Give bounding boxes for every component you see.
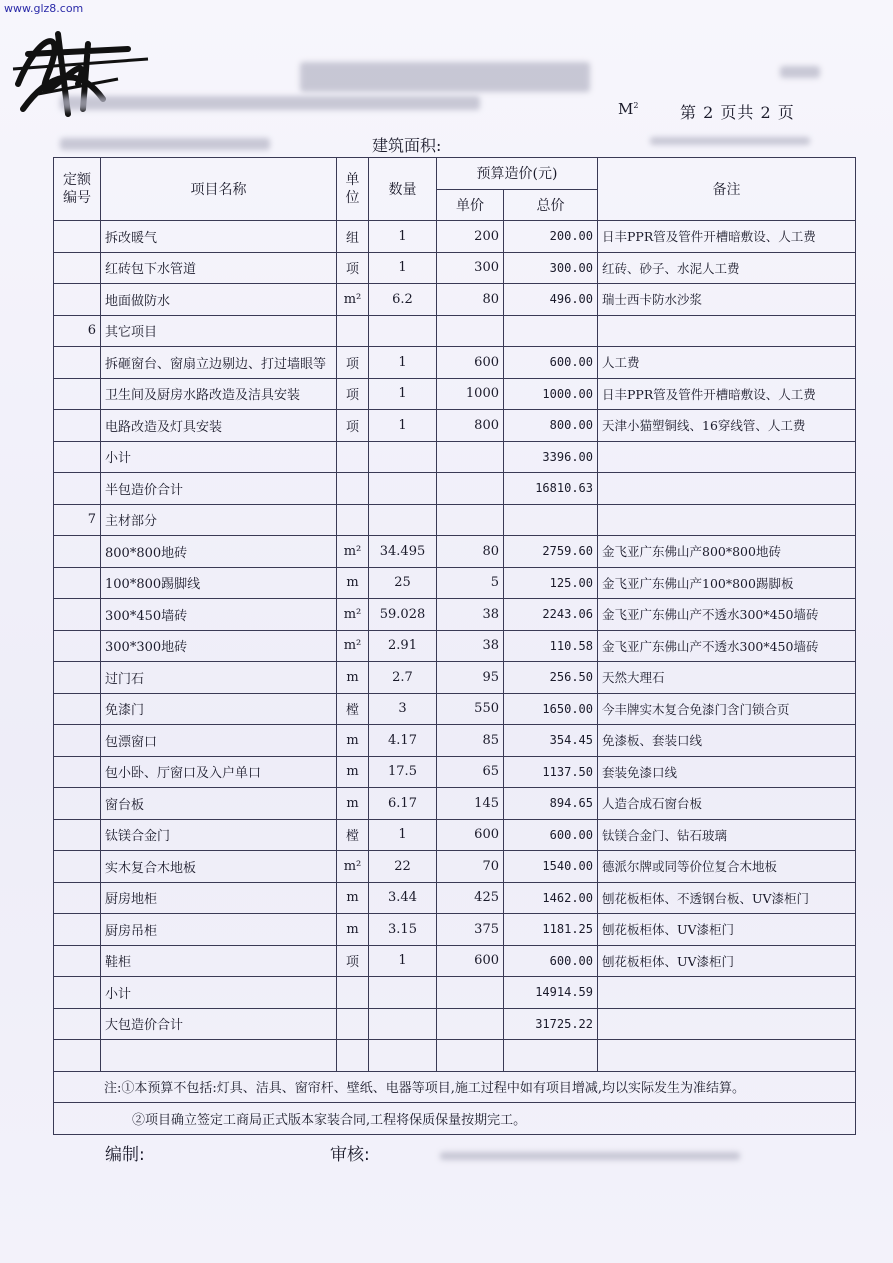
item-unit: m (337, 662, 369, 694)
item-remark (598, 1008, 856, 1040)
item-unit: m (337, 725, 369, 757)
row-code (54, 788, 101, 820)
item-unit-price: 375 (437, 914, 504, 946)
editor-label: 编制: (105, 1145, 145, 1165)
item-name: 钛镁合金门 (101, 819, 337, 851)
row-code (54, 378, 101, 410)
item-unit (337, 473, 369, 505)
table-row (54, 315, 856, 347)
item-total: 600.00 (504, 347, 598, 379)
item-remark: 免漆板、套装口线 (598, 725, 856, 757)
item-total: 14914.59 (504, 977, 598, 1009)
row-code (54, 756, 101, 788)
table-row (54, 662, 856, 694)
item-remark: 红砖、砂子、水泥人工费 (598, 252, 856, 284)
item-total: 1650.00 (504, 693, 598, 725)
item-total: 2759.60 (504, 536, 598, 568)
row-code (54, 662, 101, 694)
item-unit-price (437, 441, 504, 473)
item-remark (598, 315, 856, 347)
item-unit-price: 1000 (437, 378, 504, 410)
redacted-client (60, 138, 270, 150)
item-total: 300.00 (504, 252, 598, 284)
item-total: 1540.00 (504, 851, 598, 883)
item-unit: 樘 (337, 819, 369, 851)
item-qty: 25 (369, 567, 437, 599)
note-2: ②项目确立签定工商局正式版本家装合同,工程将保质保量按期完工。 (54, 1103, 856, 1135)
redacted-title (300, 62, 590, 92)
item-unit: 组 (337, 221, 369, 253)
table-row (54, 630, 856, 662)
item-total (504, 315, 598, 347)
item-unit-price (437, 1008, 504, 1040)
page-indicator: 第 2 页共 2 页 (680, 103, 795, 122)
row-code (54, 851, 101, 883)
item-remark (598, 1040, 856, 1072)
item-qty: 1 (369, 347, 437, 379)
item-remark: 套装免漆口线 (598, 756, 856, 788)
item-unit-price: 80 (437, 536, 504, 568)
item-name: 地面做防水 (101, 284, 337, 316)
item-remark: 金飞亚广东佛山产800*800地砖 (598, 536, 856, 568)
building-area-label: 建筑面积: (372, 136, 442, 155)
item-unit-price: 145 (437, 788, 504, 820)
item-unit: 樘 (337, 693, 369, 725)
item-name: 包小卧、厅窗口及入户单口 (101, 756, 337, 788)
item-name: 窗台板 (101, 788, 337, 820)
item-total: 1462.00 (504, 882, 598, 914)
table-row (54, 378, 856, 410)
watermark-url: www.glz8.com (4, 2, 84, 15)
row-code: 7 (54, 504, 101, 536)
item-unit-price (437, 315, 504, 347)
item-name: 800*800地砖 (101, 536, 337, 568)
item-unit (337, 315, 369, 347)
row-code (54, 882, 101, 914)
item-total: 16810.63 (504, 473, 598, 505)
item-remark: 今丰牌实木复合免漆门含门锁合页 (598, 693, 856, 725)
item-remark: 德派尔牌或同等价位复合木地板 (598, 851, 856, 883)
table-row (54, 410, 856, 442)
redacted-signatures (440, 1152, 740, 1160)
row-code (54, 945, 101, 977)
item-qty (369, 504, 437, 536)
row-code (54, 473, 101, 505)
item-name: 100*800踢脚线 (101, 567, 337, 599)
item-remark (598, 473, 856, 505)
col-name: 项目名称 (101, 158, 337, 221)
row-code (54, 284, 101, 316)
item-unit-price (437, 977, 504, 1009)
redacted-area-value (650, 137, 810, 145)
item-qty: 1 (369, 252, 437, 284)
item-qty: 4.17 (369, 725, 437, 757)
item-qty: 2.91 (369, 630, 437, 662)
item-qty: 1 (369, 221, 437, 253)
row-code (54, 536, 101, 568)
row-code (54, 441, 101, 473)
item-name: 免漆门 (101, 693, 337, 725)
table-row (54, 284, 856, 316)
redacted-subtitle (60, 96, 480, 110)
item-unit-price: 550 (437, 693, 504, 725)
item-remark: 刨花板柜体、UV漆柜门 (598, 945, 856, 977)
item-name: 小计 (101, 441, 337, 473)
item-remark: 日丰PPR管及管件开槽暗敷设、人工费 (598, 221, 856, 253)
item-remark: 刨花板柜体、UV漆柜门 (598, 914, 856, 946)
item-total: 256.50 (504, 662, 598, 694)
item-name: 300*450墙砖 (101, 599, 337, 631)
item-name: 半包造价合计 (101, 473, 337, 505)
item-name: 实木复合木地板 (101, 851, 337, 883)
item-total: 1000.00 (504, 378, 598, 410)
item-unit-price: 38 (437, 599, 504, 631)
item-total: 31725.22 (504, 1008, 598, 1040)
row-code (54, 819, 101, 851)
item-qty: 1 (369, 945, 437, 977)
item-unit (337, 1008, 369, 1040)
table-row (54, 441, 856, 473)
row-code (54, 252, 101, 284)
item-unit: m (337, 882, 369, 914)
row-code (54, 347, 101, 379)
item-name: 卫生间及厨房水路改造及洁具安装 (101, 378, 337, 410)
item-remark: 日丰PPR管及管件开槽暗敷设、人工费 (598, 378, 856, 410)
item-unit (337, 977, 369, 1009)
item-remark: 人工费 (598, 347, 856, 379)
table-row (54, 851, 856, 883)
item-total: 1181.25 (504, 914, 598, 946)
table-row (54, 788, 856, 820)
notes-section (54, 1071, 856, 1134)
item-unit: 项 (337, 347, 369, 379)
item-remark: 钛镁合金门、钻石玻璃 (598, 819, 856, 851)
item-qty: 1 (369, 378, 437, 410)
table-row (54, 1008, 856, 1040)
item-qty: 59.028 (369, 599, 437, 631)
item-unit: m² (337, 599, 369, 631)
table-row (54, 567, 856, 599)
item-total: 354.45 (504, 725, 598, 757)
item-unit (337, 504, 369, 536)
item-qty: 34.495 (369, 536, 437, 568)
item-qty: 3.44 (369, 882, 437, 914)
item-qty: 17.5 (369, 756, 437, 788)
item-total: 496.00 (504, 284, 598, 316)
item-name: 拆改暖气 (101, 221, 337, 253)
item-unit: 项 (337, 252, 369, 284)
col-qty: 数量 (369, 158, 437, 221)
table-row (54, 599, 856, 631)
row-code (54, 221, 101, 253)
item-total: 894.65 (504, 788, 598, 820)
item-qty (369, 441, 437, 473)
item-total (504, 504, 598, 536)
item-unit: m (337, 788, 369, 820)
item-qty (369, 1008, 437, 1040)
item-remark: 天津小猫塑铜线、16穿线管、人工费 (598, 410, 856, 442)
item-name: 厨房地柜 (101, 882, 337, 914)
col-total-price: 总价 (504, 189, 598, 221)
item-unit-price: 85 (437, 725, 504, 757)
item-name: 大包造价合计 (101, 1008, 337, 1040)
item-qty: 6.2 (369, 284, 437, 316)
reviewer-label: 审核: (330, 1145, 370, 1165)
item-remark: 金飞亚广东佛山产100*800踢脚板 (598, 567, 856, 599)
row-code: 6 (54, 315, 101, 347)
row-code (54, 567, 101, 599)
item-unit-price: 5 (437, 567, 504, 599)
item-qty: 1 (369, 819, 437, 851)
row-code (54, 410, 101, 442)
item-unit-price: 600 (437, 347, 504, 379)
item-name: 其它项目 (101, 315, 337, 347)
item-unit: m (337, 756, 369, 788)
table-row (54, 756, 856, 788)
item-unit-price: 200 (437, 221, 504, 253)
item-name: 包漂窗口 (101, 725, 337, 757)
item-unit-price: 600 (437, 819, 504, 851)
item-unit-price: 600 (437, 945, 504, 977)
col-price-group: 预算造价(元) (437, 158, 598, 190)
row-code (54, 977, 101, 1009)
row-code (54, 693, 101, 725)
item-total: 200.00 (504, 221, 598, 253)
item-qty (369, 315, 437, 347)
item-name: 红砖包下水管道 (101, 252, 337, 284)
item-qty: 22 (369, 851, 437, 883)
table-row (54, 504, 856, 536)
item-qty: 3.15 (369, 914, 437, 946)
item-unit: m² (337, 851, 369, 883)
item-name: 300*300地砖 (101, 630, 337, 662)
item-unit-price: 80 (437, 284, 504, 316)
table-row (54, 882, 856, 914)
table-row (54, 536, 856, 568)
item-remark: 天然大理石 (598, 662, 856, 694)
row-code (54, 1040, 101, 1072)
item-unit-price (437, 1040, 504, 1072)
item-remark (598, 977, 856, 1009)
item-unit-price (437, 473, 504, 505)
item-total: 3396.00 (504, 441, 598, 473)
item-remark: 金飞亚广东佛山产不透水300*450墙砖 (598, 630, 856, 662)
item-unit-price: 65 (437, 756, 504, 788)
item-total: 600.00 (504, 945, 598, 977)
item-unit: 项 (337, 378, 369, 410)
item-unit: m² (337, 536, 369, 568)
table-row (54, 221, 856, 253)
row-code (54, 914, 101, 946)
col-remark: 备注 (598, 158, 856, 221)
item-unit: m² (337, 284, 369, 316)
budget-table (53, 157, 856, 1135)
table-row (54, 693, 856, 725)
item-name: 主材部分 (101, 504, 337, 536)
area-unit: $M^2$ (618, 100, 639, 118)
item-remark (598, 504, 856, 536)
item-name: 电路改造及灯具安装 (101, 410, 337, 442)
table-row (54, 819, 856, 851)
table-header (54, 158, 856, 221)
item-total: 125.00 (504, 567, 598, 599)
item-name (101, 1040, 337, 1072)
item-unit: 项 (337, 945, 369, 977)
note-1: 注:①本预算不包括:灯具、洁具、窗帘杆、壁纸、电器等项目,施工过程中如有项目增减,均以实际发生为准结算。 (54, 1071, 856, 1103)
item-qty (369, 473, 437, 505)
table-row (54, 914, 856, 946)
item-unit-price: 800 (437, 410, 504, 442)
item-total: 600.00 (504, 819, 598, 851)
redacted-corner (780, 66, 820, 78)
row-code (54, 630, 101, 662)
item-unit-price: 95 (437, 662, 504, 694)
item-qty: 3 (369, 693, 437, 725)
item-qty (369, 977, 437, 1009)
table-row (54, 1040, 856, 1072)
item-unit: m (337, 914, 369, 946)
table-body (54, 221, 856, 1072)
item-name: 拆砸窗台、窗扇立边剔边、打过墙眼等 (101, 347, 337, 379)
row-code (54, 599, 101, 631)
item-qty: 1 (369, 410, 437, 442)
table-row (54, 347, 856, 379)
item-remark: 金飞亚广东佛山产不透水300*450墙砖 (598, 599, 856, 631)
col-code: 定额编号 (54, 158, 101, 221)
item-unit: m (337, 567, 369, 599)
table-row (54, 977, 856, 1009)
item-qty (369, 1040, 437, 1072)
col-unit-price: 单价 (437, 189, 504, 221)
item-name: 厨房吊柜 (101, 914, 337, 946)
item-unit-price (437, 504, 504, 536)
item-name: 过门石 (101, 662, 337, 694)
item-name: 小计 (101, 977, 337, 1009)
row-code (54, 725, 101, 757)
item-unit-price: 425 (437, 882, 504, 914)
row-code (54, 1008, 101, 1040)
item-total: 110.58 (504, 630, 598, 662)
item-total: 2243.06 (504, 599, 598, 631)
item-remark: 刨花板柜体、不透钢台板、UV漆柜门 (598, 882, 856, 914)
item-total: 1137.50 (504, 756, 598, 788)
item-remark: 瑞士西卡防水沙浆 (598, 284, 856, 316)
table-row (54, 945, 856, 977)
item-unit (337, 441, 369, 473)
item-name: 鞋柜 (101, 945, 337, 977)
table-row (54, 473, 856, 505)
item-remark: 人造合成石窗台板 (598, 788, 856, 820)
table-row (54, 252, 856, 284)
item-qty: 2.7 (369, 662, 437, 694)
item-qty: 6.17 (369, 788, 437, 820)
item-remark (598, 441, 856, 473)
item-unit (337, 1040, 369, 1072)
item-unit-price: 38 (437, 630, 504, 662)
item-unit-price: 70 (437, 851, 504, 883)
table-row (54, 725, 856, 757)
item-unit: 项 (337, 410, 369, 442)
item-total (504, 1040, 598, 1072)
item-total: 800.00 (504, 410, 598, 442)
item-unit-price: 300 (437, 252, 504, 284)
col-unit: 单位 (337, 158, 369, 221)
item-unit: m² (337, 630, 369, 662)
